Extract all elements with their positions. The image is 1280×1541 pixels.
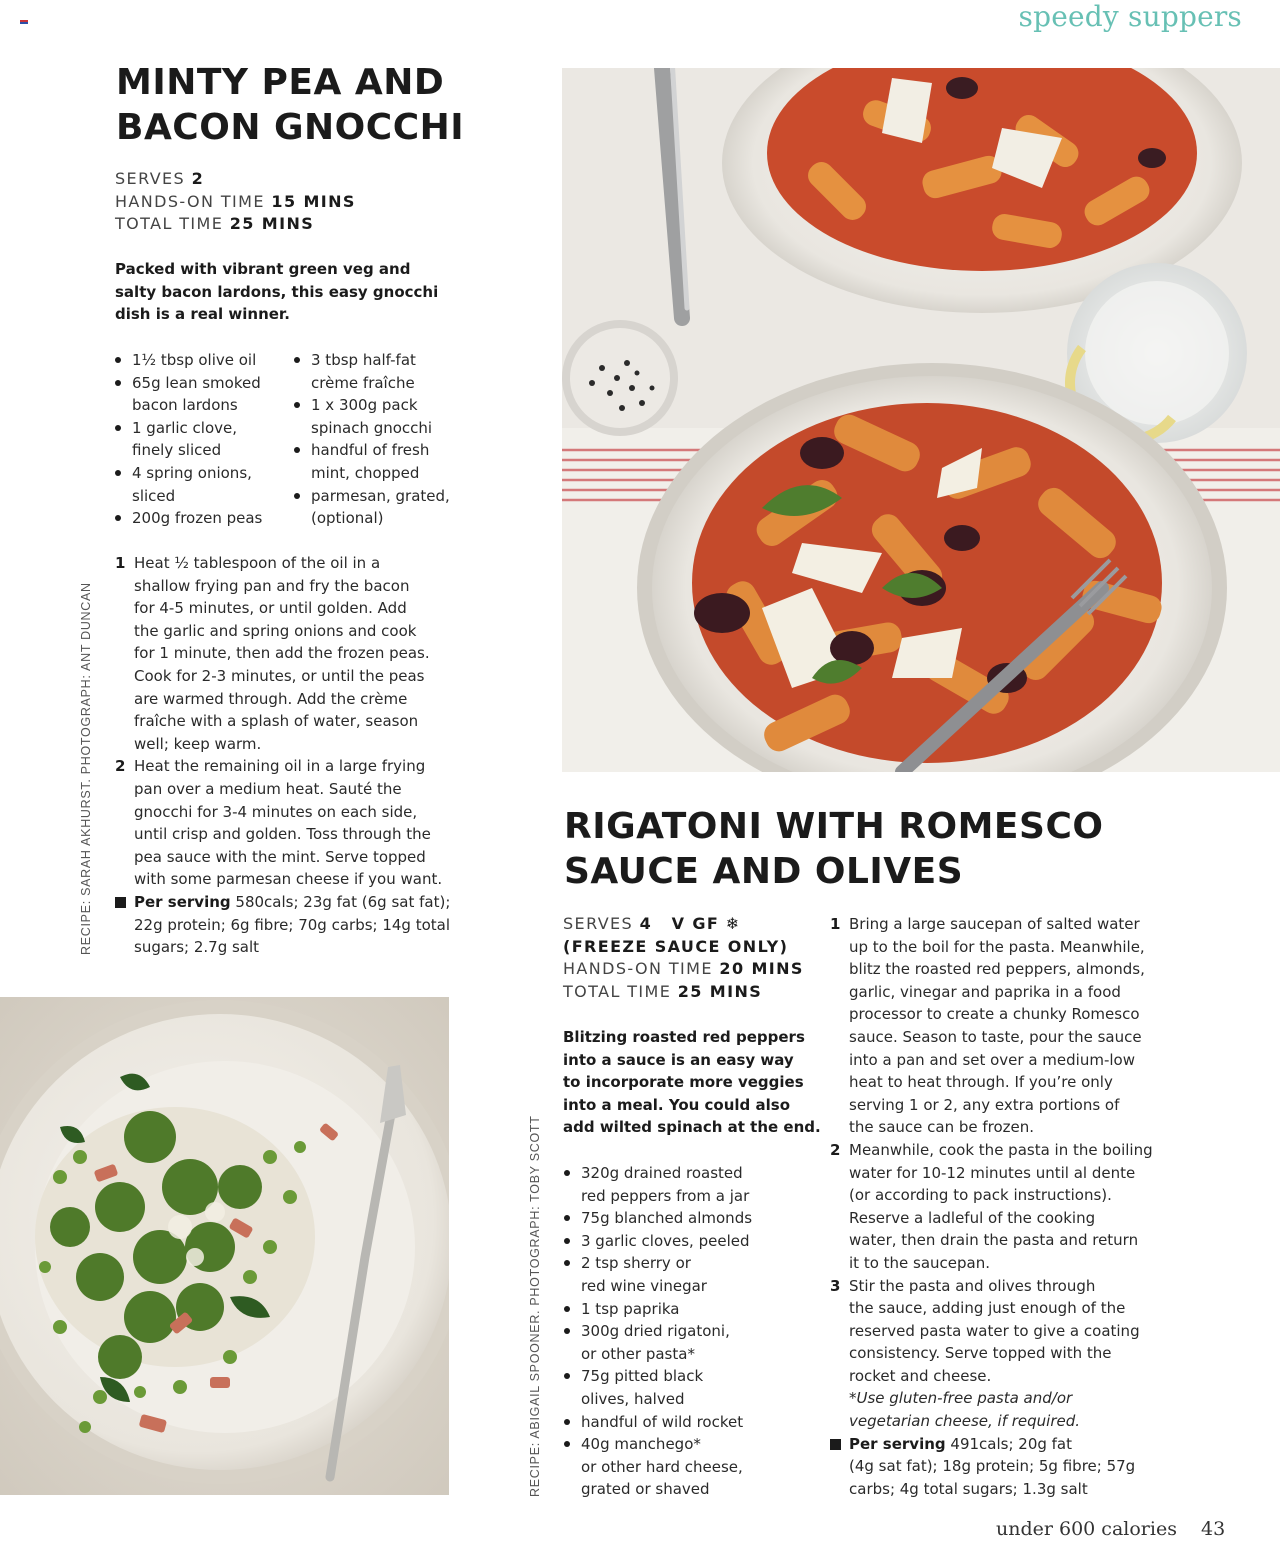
ingredient-item: parmesan, grated, (optional) <box>294 485 450 530</box>
ingredient-item: handful of fresh mint, chopped <box>294 439 450 484</box>
ingredient-item: 300g dried rigatoni, or other pasta* <box>564 1320 752 1365</box>
ingredient-item: 4 spring onions, sliced <box>115 462 262 507</box>
ingredient-item: 40g manchego* or other hard cheese, grated or shaved <box>564 1433 752 1501</box>
recipe1-meta: SERVES 2 HANDS-ON TIME 15 MINS TOTAL TIME 25 MINS <box>115 169 356 234</box>
recipe1-credit: RECIPE: SARAH AKHURST. PHOTOGRAPH: ANT DUNCAN <box>79 582 93 955</box>
method-step: 1 Heat ½ tablespoon of the oil in a shallow frying pan and fry the bacon for 4-5 minutes, or until golden. Add the garlic and spring onions and cook for 1 minute, then add the frozen peas. Cook for 2-3 minutes, or until the peas are warmed through. Add the crème fraîche with a splash of water, season well; keep warm. <box>115 554 430 753</box>
recipe1-ingredients-left <box>115 349 262 530</box>
nutrition-info: Per serving 580cals; 23g fat (6g sat fat); 22g protein; 6g fibre; 70g carbs; 14g total sugars; 2.7g salt <box>115 891 450 959</box>
ingredient-item: 75g pitted black olives, halved <box>564 1365 752 1410</box>
recipe2-meta: SERVES 4 V GF ❄ (FREEZE SAUCE ONLY) HANDS-ON TIME 20 MINS TOTAL TIME 25 MINS <box>563 914 804 1001</box>
footer-label: under 600 calories <box>996 1518 1177 1540</box>
nutrition-info: Per serving 491cals; 20g fat (4g sat fat); 18g protein; 5g fibre; 57g carbs; 4g total sugars; 1.3g salt <box>830 1433 1153 1501</box>
ingredient-item: 320g drained roasted red peppers from a jar <box>564 1162 752 1207</box>
rigatoni-photo <box>562 68 1280 772</box>
square-bullet-icon <box>115 897 126 908</box>
ingredient-item: 1 garlic clove, finely sliced <box>115 417 262 462</box>
recipe1-ingredients-right <box>294 349 450 530</box>
recipe2-credit: RECIPE: ABIGAIL SPOONER. PHOTOGRAPH: TOBY SCOTT <box>528 1115 542 1497</box>
gnocchi-photo <box>0 997 449 1495</box>
recipe1-method <box>115 552 450 959</box>
ingredient-item: 1 x 300g pack spinach gnocchi <box>294 394 450 439</box>
recipe1-title: MINTY PEA AND BACON GNOCCHI <box>116 62 465 148</box>
ingredient-item: 200g frozen peas <box>115 507 262 530</box>
ingredient-item: 2 tsp sherry or red wine vinegar <box>564 1252 752 1297</box>
ingredient-item: 75g blanched almonds <box>564 1207 752 1230</box>
ingredient-item: 3 tbsp half-fat crème fraîche <box>294 349 450 394</box>
gnocchi-photo-graphic <box>0 997 449 1495</box>
method-step: 3 Stir the pasta and olives through the sauce, adding just enough of the reserved pasta water to give a coating consistency. Serve topped with the rocket and cheese. *Use gluten-free pasta and/or vegetarian cheese, if required. <box>830 1276 1140 1431</box>
ingredient-item: 3 garlic cloves, peeled <box>564 1230 752 1253</box>
ingredient-item: 65g lean smoked bacon lardons <box>115 372 262 417</box>
method-step: 2 Heat the remaining oil in a large frying pan over a medium heat. Sauté the gnocchi for 3-4 minutes on each side, until crisp and golden. Toss through the pea sauce with the mint. Serve topped with some parmesan cheese if you want. <box>115 757 443 889</box>
ingredient-item: 1 tsp paprika <box>564 1298 752 1321</box>
recipe1-intro: Packed with vibrant green veg and salty bacon lardons, this easy gnocchi dish is a real winner. <box>115 260 439 324</box>
ingredient-item: 1½ tbsp olive oil <box>115 349 262 372</box>
ingredient-item: handful of wild rocket <box>564 1411 752 1434</box>
recipe2-title: RIGATONI WITH ROMESCO SAUCE AND OLIVES <box>564 806 1104 892</box>
diet-tags: V GF <box>671 914 720 933</box>
method-step: 2 Meanwhile, cook the pasta in the boiling water for 10-12 minutes until al dente (or according to pack instructions). Reserve a ladleful of the cooking water, then drain the pasta and return it to the saucepan. <box>830 1140 1153 1272</box>
snowflake-icon: ❄ <box>725 914 741 933</box>
recipe2-ingredients <box>564 1162 752 1501</box>
section-title: speedy suppers <box>1018 0 1242 33</box>
rigatoni-photo-graphic <box>562 68 1280 772</box>
method-step: 1 Bring a large saucepan of salted water up to the boil for the pasta. Meanwhile, blitz the roasted red peppers, almonds, garlic, vinegar and paprika in a food processor to create a chunky Romesco sauce. Season to taste, pour the sauce into a pan and set over a medium-low heat to heat through. If you’re only serving 1 or 2, any extra portions of the sauce can be frozen. <box>830 915 1145 1137</box>
page-number: 43 <box>1201 1518 1226 1540</box>
recipe2-method <box>830 913 1153 1500</box>
recipe2-intro: Blitzing roasted red peppers into a sauce is an easy way to incorporate more veggies into a meal. You could also add wilted spinach at the end. <box>563 1028 821 1137</box>
square-bullet-icon <box>830 1439 841 1450</box>
edge-mark <box>20 20 28 26</box>
